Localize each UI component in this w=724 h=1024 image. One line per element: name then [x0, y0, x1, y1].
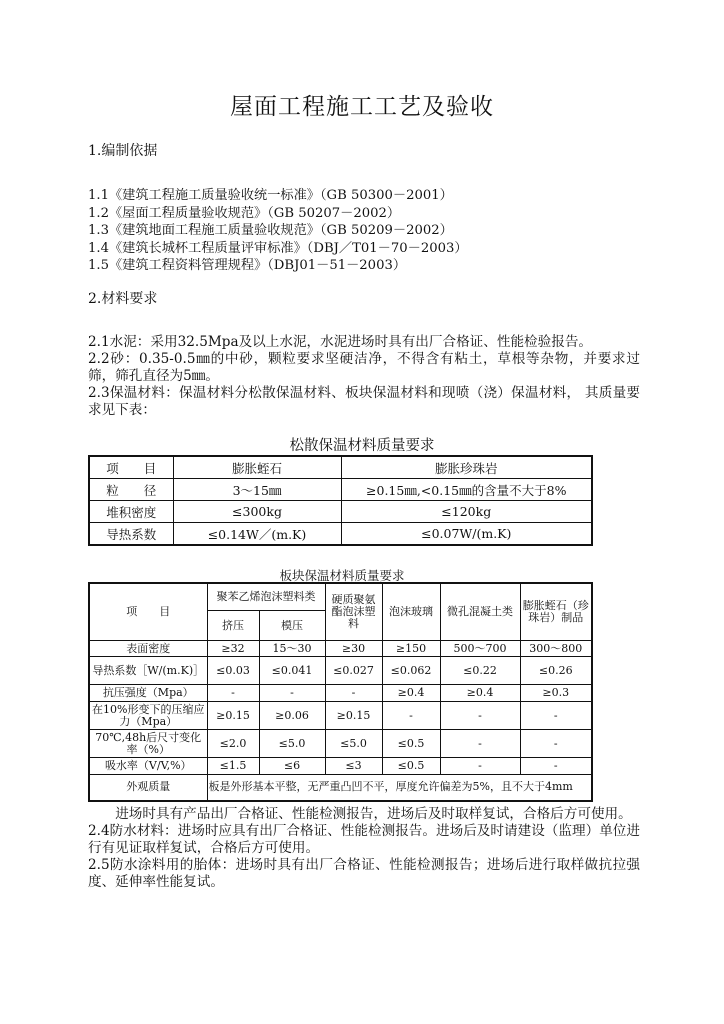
- table-cell: -: [520, 702, 592, 730]
- table-cell: ≤6: [259, 758, 325, 775]
- paragraph-2-2: 2.2砂：0.35-0.5㎜的中砂，颗粒要求坚硬洁净，不得含有粘土，草根等杂物，并要求过筛，筛孔直径为5㎜。: [88, 351, 640, 384]
- paragraph-2-5: 2.5防水涂料用的胎体：进场时具有出厂合格证、性能检测报告；进场后进行取样做抗拉强度、延伸率性能复试。: [88, 857, 640, 890]
- table-cell: 表面密度: [89, 641, 207, 657]
- standards-list: [88, 187, 468, 275]
- list-item: 1.5《建筑工程资料管理规程》（DBJ01－51－2003）: [88, 258, 407, 273]
- paragraph-after-table: 进场时具有产品出厂合格证、性能检测报告，进场后及时取样复试，合格后方可使用。: [115, 806, 632, 822]
- table-cell: -: [382, 702, 440, 730]
- table-cell: ≥0.15㎜,<0.15㎜的含量不大于8%: [341, 479, 592, 501]
- closing-paragraphs: [88, 806, 640, 891]
- table-cell: 模压: [259, 611, 325, 641]
- table-cell: ≤2.0: [207, 730, 259, 758]
- table-cell: 吸水率（V/V,%）: [89, 758, 207, 775]
- table2-caption: 板块保温材料质量要求: [279, 568, 405, 583]
- table-cell: ≥0.15: [207, 702, 259, 730]
- table-row: [89, 775, 592, 801]
- table-cell: 导热系数: [89, 523, 173, 546]
- table-cell: -: [207, 685, 259, 702]
- table-cell: 15～30: [259, 641, 325, 657]
- table-header-row: [89, 456, 592, 479]
- table-cell: 导热系数［W/(m.K)］: [89, 657, 207, 685]
- table-cell: 微孔混凝土类: [440, 583, 520, 641]
- table-cell: 70℃,48h后尺寸变化率（%）: [89, 730, 207, 758]
- table-row: [89, 702, 592, 730]
- table-cell: 300～800: [520, 641, 592, 657]
- table-cell: -: [520, 730, 592, 758]
- table-cell: ≤0.07W/(m.K): [341, 523, 592, 546]
- table-header-row: [89, 583, 592, 611]
- table-row: [89, 730, 592, 758]
- section-1-heading: 1.编制依据: [88, 143, 158, 159]
- table-row: [89, 657, 592, 685]
- table-cell: 3～15㎜: [173, 479, 341, 501]
- table-cell: -: [520, 758, 592, 775]
- table-cell: 膨胀蛭石: [173, 456, 341, 479]
- page-title: 屋面工程施工工艺及验收: [230, 94, 494, 120]
- table-cell: ≥0.15: [325, 702, 382, 730]
- section-2-heading: 2.材料要求: [88, 291, 158, 307]
- table-row: [89, 501, 592, 523]
- table-cell: ≥0.4: [382, 685, 440, 702]
- table-cell: 膨胀蛭石（珍珠岩）制品: [520, 583, 592, 641]
- table-row: [89, 641, 592, 657]
- table-cell: ≤5.0: [259, 730, 325, 758]
- table-cell: ≤0.062: [382, 657, 440, 685]
- table-cell: 在10%形变下的压缩应力（Mpa）: [89, 702, 207, 730]
- table-cell: ≤0.14W／(m.K): [173, 523, 341, 546]
- table1-caption: 松散保温材料质量要求: [289, 438, 435, 454]
- list-item: 1.4《建筑长城杯工程质量评审标准》（DBJ／T01－70－2003）: [88, 240, 468, 256]
- table-row: [89, 523, 592, 546]
- table-cell: ≤0.03: [207, 657, 259, 685]
- paragraph-2-1: 2.1水泥：采用32.5Mpa及以上水泥，水泥进场时具有出厂合格证、性能检验报告。: [88, 334, 593, 350]
- table-cell: ≤0.22: [440, 657, 520, 685]
- table-cell: ≤3: [325, 758, 382, 775]
- list-item: 1.2《屋面工程质量验收规范》（GB 50207－2002）: [88, 205, 401, 221]
- table-cell: ≤120kg: [341, 501, 592, 523]
- table-cell: 堆积密度: [89, 501, 173, 523]
- table-cell: ≥0.4: [440, 685, 520, 702]
- paragraph-2-3: 2.3保温材料：保温材料分松散保温材料、板块保温材料和现喷（浇）保温材料， 其质量要求见下表：: [88, 385, 640, 418]
- table-cell: 500～700: [440, 641, 520, 657]
- table-cell: 挤压: [207, 611, 259, 641]
- table-cell: ≥30: [325, 641, 382, 657]
- table-cell: 粒 径: [89, 479, 173, 501]
- table-cell: 泡沫玻璃: [382, 583, 440, 641]
- table-cell: -: [325, 685, 382, 702]
- table-cell: -: [440, 758, 520, 775]
- paragraph-2-4: 2.4防水材料：进场时应具有出厂合格证、性能检测报告。进场后及时请建设（监理）单位进行有见证取样复试，合格后方可使用。: [88, 823, 640, 856]
- list-item: 1.1《建筑工程施工质量验收统一标准》（GB 50300－2001）: [88, 188, 453, 203]
- table-cell: 抗压强度（Mpa）: [89, 685, 207, 702]
- table-cell: 膨胀珍珠岩: [341, 456, 592, 479]
- board-insulation-table: [88, 582, 593, 802]
- table-cell: -: [440, 702, 520, 730]
- table-cell: ≤1.5: [207, 758, 259, 775]
- table-cell: ≥0.3: [520, 685, 592, 702]
- table-cell: ≤0.027: [325, 657, 382, 685]
- table-row: [89, 479, 592, 501]
- table-cell: 项 目: [89, 456, 173, 479]
- table-cell: 外观质量: [89, 775, 207, 801]
- table-cell: ≤0.5: [382, 730, 440, 758]
- table-cell: -: [259, 685, 325, 702]
- table-cell: 板是外形基本平整，无严重凸凹不平，厚度允许偏差为5%，且不大于4mm: [207, 775, 592, 801]
- table-cell: ≤5.0: [325, 730, 382, 758]
- table-cell: ≥32: [207, 641, 259, 657]
- list-item: 1.3《建筑地面工程施工质量验收规范》（GB 50209－2002）: [88, 223, 453, 238]
- table-cell: ≤0.5: [382, 758, 440, 775]
- table-cell: -: [440, 730, 520, 758]
- table-cell: 项 目: [89, 583, 207, 641]
- material-paragraphs: [88, 334, 640, 419]
- table-cell: ≥0.06: [259, 702, 325, 730]
- loose-insulation-table: [88, 455, 593, 546]
- table-row: [89, 685, 592, 702]
- table-cell: 聚苯乙烯泡沫塑料类: [207, 583, 325, 611]
- table-cell: ≤300kg: [173, 501, 341, 523]
- table-cell: 硬质聚氨酯泡沫塑料: [325, 583, 382, 641]
- table-row: [89, 758, 592, 775]
- table-cell: ≤0.26: [520, 657, 592, 685]
- table-cell: ≤0.041: [259, 657, 325, 685]
- table-cell: ≥150: [382, 641, 440, 657]
